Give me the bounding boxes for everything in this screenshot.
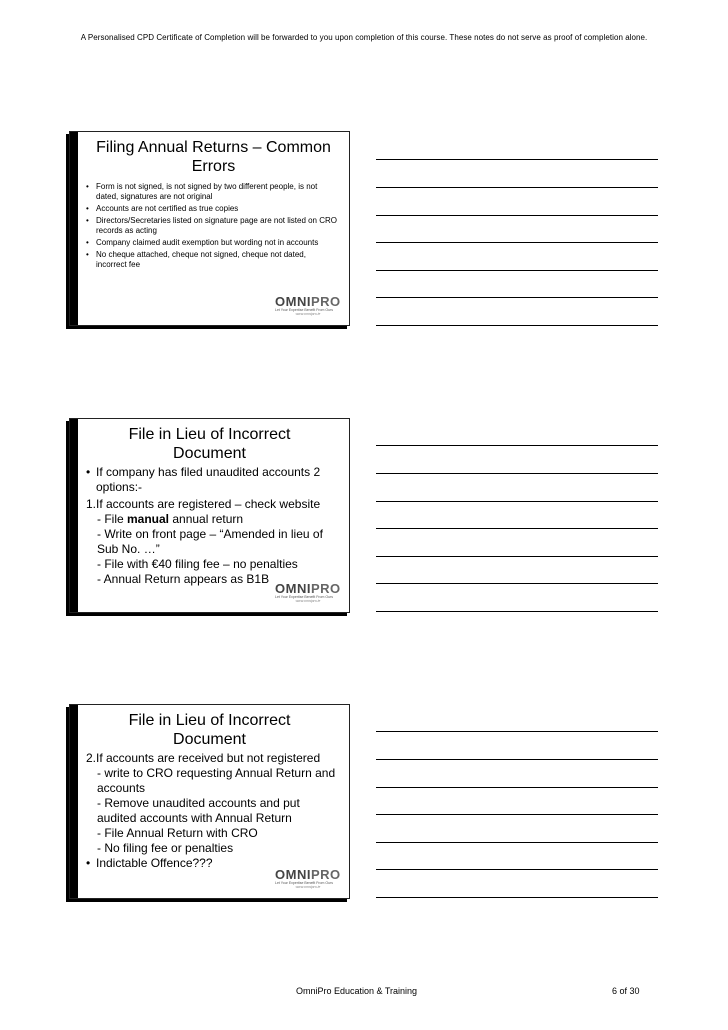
bullet-icon: • bbox=[86, 856, 91, 870]
note-line bbox=[376, 528, 658, 529]
bullet-icon: • bbox=[86, 182, 89, 191]
bullet-icon: • bbox=[86, 204, 89, 213]
note-line bbox=[376, 897, 658, 898]
note-line bbox=[376, 759, 658, 760]
note-line bbox=[376, 842, 658, 843]
note-line bbox=[376, 583, 658, 584]
slide-title: File in Lieu of Incorrect Document bbox=[128, 712, 291, 748]
sub-item: - File Annual Return with CRO bbox=[97, 826, 258, 840]
logo-word-pro: PRO bbox=[310, 867, 341, 882]
slide-file-in-lieu-2 bbox=[69, 704, 350, 899]
sub-item-text: annual return bbox=[169, 512, 244, 526]
note-line bbox=[376, 159, 658, 160]
note-line bbox=[376, 814, 658, 815]
sub-item-text: - File bbox=[97, 512, 127, 526]
page-number: 6 of 30 bbox=[612, 986, 640, 996]
bullet-icon: • bbox=[86, 216, 89, 225]
list-item bbox=[86, 204, 337, 214]
logo-url: www.omnipro.ie bbox=[295, 885, 321, 889]
note-line bbox=[376, 242, 658, 243]
footer-publisher: OmniPro Education & Training bbox=[296, 986, 418, 996]
slide-title: Filing Annual Returns – Common Errors bbox=[96, 139, 331, 175]
sub-item: - write to CRO requesting Annual Return and accounts bbox=[97, 766, 336, 795]
note-line bbox=[376, 270, 658, 271]
logo-url: www.omnipro.ie bbox=[295, 312, 321, 316]
note-line bbox=[376, 869, 658, 870]
numbered-item: 2.If accounts are received but not registered bbox=[86, 751, 321, 765]
bullet-icon: • bbox=[86, 465, 91, 479]
bullet-icon: • bbox=[86, 250, 89, 259]
bullet-text: Directors/Secretaries listed on signature page are not listed on CRO records as acting bbox=[96, 216, 338, 235]
sub-item bbox=[86, 512, 337, 527]
list-item bbox=[86, 250, 337, 270]
list-item bbox=[86, 182, 337, 202]
note-line bbox=[376, 556, 658, 557]
bullet-text: Company claimed audit exemption but wording not in accounts bbox=[96, 238, 319, 247]
note-line bbox=[376, 445, 658, 446]
logo-tagline: Let Your Expertise Benefit From Ours bbox=[275, 881, 333, 885]
logo-word-pro: PRO bbox=[310, 294, 341, 309]
bullet-text: Form is not signed, is not signed by two different people, is not dated, signatures are not original bbox=[96, 182, 318, 201]
bullet-text: No cheque attached, cheque not signed, cheque not dated, incorrect fee bbox=[96, 250, 306, 269]
sub-item: - Write on front page – “Amended in lieu of Sub No. …” bbox=[97, 527, 323, 556]
logo-url: www.omnipro.ie bbox=[295, 599, 321, 603]
emphasis-text: manual bbox=[127, 512, 170, 526]
slide-filing-annual-returns bbox=[69, 131, 350, 326]
bullet-text: Indictable Offence??? bbox=[96, 856, 213, 870]
logo-tagline: Let Your Expertise Benefit From Ours bbox=[275, 308, 333, 312]
slide-title: File in Lieu of Incorrect Document bbox=[128, 426, 291, 462]
numbered-item: 1.If accounts are registered – check website bbox=[86, 497, 321, 511]
note-line bbox=[376, 215, 658, 216]
note-line bbox=[376, 473, 658, 474]
logo-tagline: Let Your Expertise Benefit From Ours bbox=[275, 595, 333, 599]
note-line bbox=[376, 325, 658, 326]
note-line bbox=[376, 787, 658, 788]
list-item bbox=[86, 465, 337, 495]
slide-content bbox=[86, 465, 337, 587]
cpd-certificate-notice: A Personalised CPD Certificate of Completion will be forwarded to you upon completion of this course. These notes do not serve as proof of completion alone. bbox=[80, 33, 648, 42]
logo-word-omni: OMNI bbox=[275, 294, 311, 309]
omnipro-logo bbox=[275, 295, 341, 321]
omnipro-logo bbox=[275, 868, 341, 894]
slide-file-in-lieu-1 bbox=[69, 418, 350, 613]
sub-item: - Remove unaudited accounts and put audited accounts with Annual Return bbox=[97, 796, 300, 825]
omnipro-logo bbox=[275, 582, 341, 608]
list-item bbox=[86, 216, 337, 236]
note-line bbox=[376, 731, 658, 732]
note-line bbox=[376, 501, 658, 502]
sub-item: - Annual Return appears as B1B bbox=[97, 572, 270, 586]
bullet-text: If company has filed unaudited accounts 2 options:- bbox=[96, 465, 321, 494]
note-line bbox=[376, 297, 658, 298]
bullet-icon: • bbox=[86, 238, 89, 247]
note-line bbox=[376, 187, 658, 188]
bullet-text: Accounts are not certified as true copies bbox=[96, 204, 239, 213]
sub-item: - File with €40 filing fee – no penalties bbox=[97, 557, 298, 571]
logo-word-omni: OMNI bbox=[275, 581, 311, 596]
sub-item: - No filing fee or penalties bbox=[97, 841, 234, 855]
slide-content bbox=[86, 751, 337, 873]
slide-bullet-list bbox=[86, 182, 337, 272]
note-line bbox=[376, 611, 658, 612]
logo-word-omni: OMNI bbox=[275, 867, 311, 882]
list-item bbox=[86, 238, 337, 248]
logo-word-pro: PRO bbox=[310, 581, 341, 596]
